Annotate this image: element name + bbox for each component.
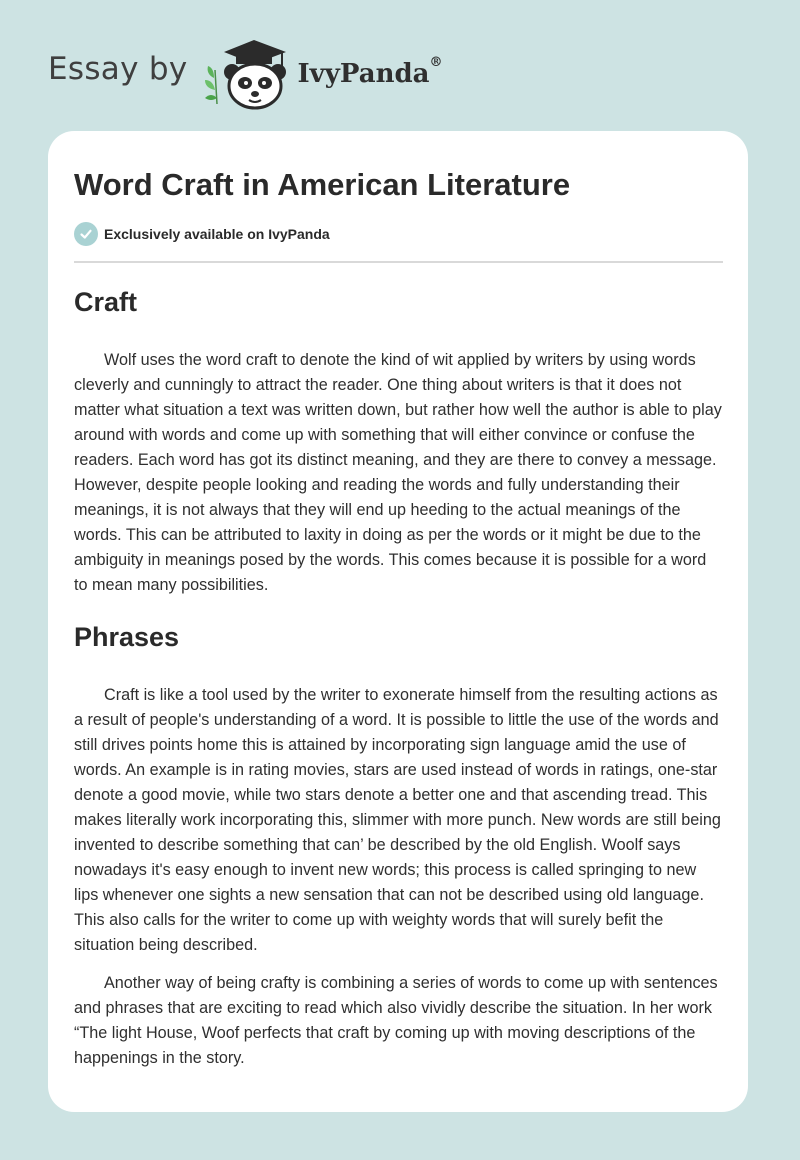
brand-name[interactable] [297, 55, 443, 89]
ivypanda-logo-icon[interactable] [202, 34, 296, 110]
site-header [48, 34, 548, 110]
essay-by-label: Essay by [48, 51, 188, 87]
exclusive-label: Exclusively available on IvyPanda [104, 226, 330, 242]
checkmark-icon [74, 222, 98, 246]
registered-mark: ® [429, 55, 443, 70]
paragraph: Wolf uses the word craft to denote the kind of wit applied by writers by using words cleverly and cunningly to attract the reader. One thing about writers is that it does not matter what situation a text was written down, but rather how well the author is able to play around with words and come up with something that will either convince or confuse the readers. Each word has got its distinct meaning, and they are there to convey a message. However, despite people looking and reading the words and fully understanding their meanings, it is not always that they will end up heeding to the actual meanings of the words. This can be attributed to laxity in doing as per the words or it might be due to the ambiguity in meanings posed by the words. This comes because it is possible for a word to mean many possibilities. [74, 351, 722, 594]
section-heading-craft: Craft [74, 287, 138, 317]
paragraph: Another way of being crafty is combining a series of words to come up with sentences and phrases that are exciting to read which also vividly describe the situation. In her work “The light House, Woof perfects that craft by coming up with moving descriptions of the happenings in the story. [74, 974, 718, 1067]
section-heading-phrases: Phrases [74, 622, 180, 652]
paragraph: Craft is like a tool used by the writer to exonerate himself from the resulting actions as a result of people's understanding of a word. It is possible to little the use of the words and still drives points home this is attained by incorporating sign language amid the use of words. An example is in rating movies, stars are used instead of words in ratings, one-star denote a good movie, while two stars denote a better one and that ascending tread. This makes literally work incorporating this, slimmer with more punch. New words are still being invented to describe something that can’ be described by the old English. Woolf says nowadays it's easy enough to invent new words; this process is called springing to new lips whenever one sights a new sensation that can not be described using old language. This also calls for the writer to come up with weighty words that will surely befit the situation being described. [74, 686, 721, 954]
page-title: Word Craft in American Literature [74, 167, 571, 202]
divider [74, 261, 723, 263]
exclusive-badge [74, 222, 330, 246]
brand-text: IvyPanda [297, 59, 430, 89]
essay-body [74, 282, 723, 1084]
essay-card [48, 131, 748, 1112]
